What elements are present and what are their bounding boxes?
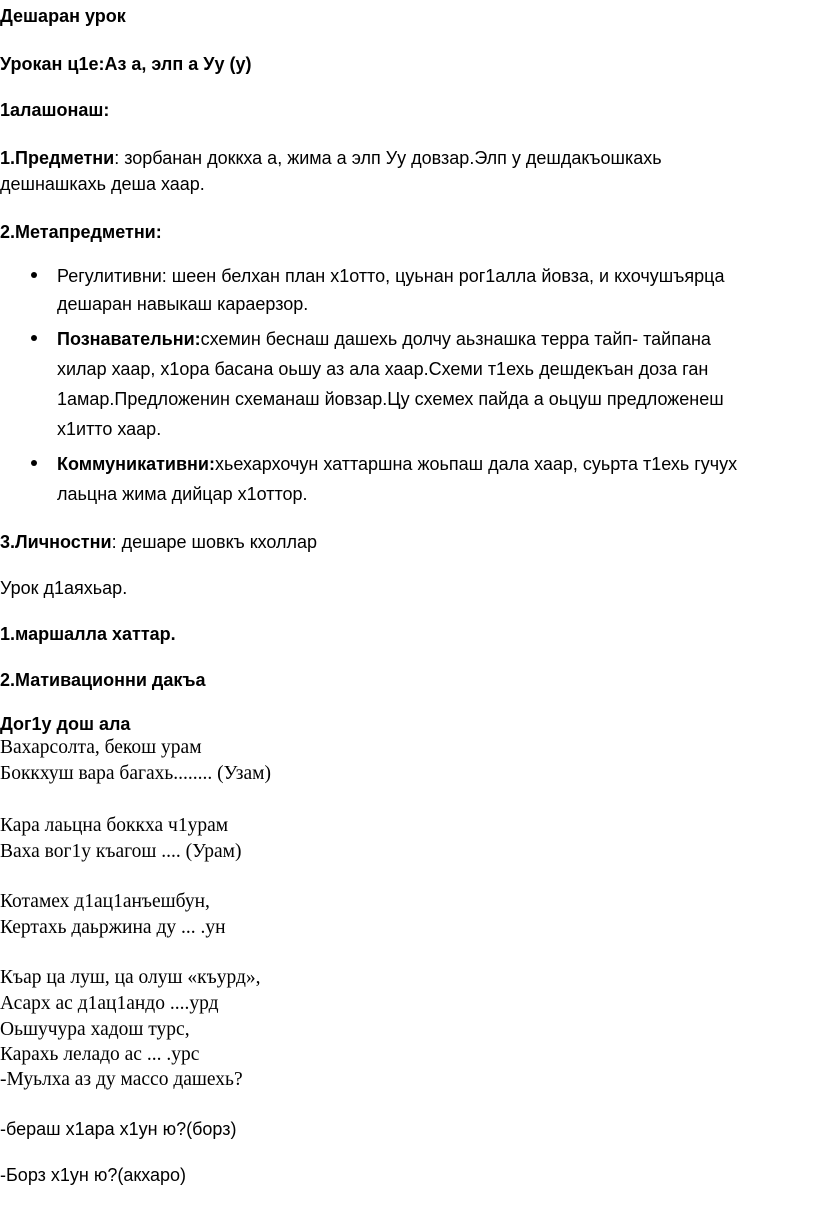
riddle-line: Ваха вог1у къагош .... (Урам)	[0, 841, 242, 862]
lesson-course: Урок д1аяхьар.	[0, 578, 128, 598]
bullet-3-line-1	[57, 452, 737, 476]
subject-goal-line-2: дешнашкахь деша хаар.	[0, 174, 205, 194]
subject-goal-line-1	[0, 146, 662, 170]
riddle-heading: Дог1у дош ала	[0, 714, 131, 734]
riddle-line: Вахарсолта, бекош урам	[0, 737, 202, 758]
bullet-2-label: Познавательни:	[57, 329, 201, 349]
bullet-3-text-1: хьехархочун хаттаршна жоьпаш дала хаар, суьрта т1ехь гучух	[214, 454, 738, 474]
riddle-line: Асарх ас д1ац1андо ....урд	[0, 993, 219, 1014]
bullet-3-line-2: лаьцна жима дийцар х1оттор.	[57, 484, 308, 504]
bullet-dot-icon	[31, 272, 37, 278]
bullet-2-line-4: х1итто хаар.	[57, 419, 162, 439]
riddle-line: Къар ца луш, ца олуш «къурд»,	[0, 967, 261, 988]
riddle-line: Оьшучура хадош турс,	[0, 1019, 190, 1040]
bullet-1-line-2: дешаран навыкаш караерзор.	[57, 294, 309, 314]
tasks-heading: 1алашонаш:	[0, 100, 110, 120]
riddle-question: -Муьлха аз ду массо дашехь?	[0, 1069, 243, 1090]
question-1: -бераш х1ара х1ун ю?(борз)	[0, 1119, 237, 1139]
document-title: Дешаран урок	[0, 6, 126, 26]
step-2: 2.Мативационни дакъа	[0, 670, 206, 690]
bullet-dot-icon	[31, 335, 37, 341]
bullet-2-line-3: 1амар.Предложенин схеманаш йовзар.Цу схемех пайда а оьцуш предложенеш	[57, 389, 724, 409]
riddle-line: Боккхуш вара багахь........ (Узам)	[0, 763, 271, 784]
lesson-goal: Урокан ц1е:Аз а, элп а Уу (у)	[0, 54, 252, 74]
subject-goal-text-1: : зорбанан доккха а, жима а элп Уу довзар.Элп у дешдакъошкахь	[114, 148, 662, 168]
personal-goal-label: 3.Личностни	[0, 532, 112, 552]
bullet-2-text-1: схемин беснаш дашехь долчу аьзнашка терра тайп- тайпана	[200, 329, 711, 349]
meta-heading: 2.Метапредметни:	[0, 222, 162, 242]
bullet-dot-icon	[31, 460, 37, 466]
riddle-line: Кара лаьцна боккха ч1урам	[0, 815, 229, 836]
bullet-2-line-2: хилар хаар, х1ора басана оьшу аз ала хаар.Схеми т1ехь дешдекъан доза ган	[57, 359, 709, 379]
bullet-2-line-1	[57, 327, 711, 351]
bullet-3-label: Коммуникативни:	[57, 454, 215, 474]
step-1: 1.маршалла хаттар.	[0, 624, 176, 644]
riddle-line: Кертахь даьржина ду ... .ун	[0, 917, 226, 938]
subject-goal-label: 1.Предметни	[0, 148, 115, 168]
riddle-line: Котамех д1ац1анъешбун,	[0, 891, 210, 912]
riddle-line: Карахь леладо ас ... .урс	[0, 1044, 200, 1065]
personal-goal	[0, 530, 317, 554]
question-2: -Борз х1ун ю?(акхаро)	[0, 1165, 187, 1185]
bullet-1-line-1: Регулитивни: шеен белхан план х1отто, цуьнан рог1алла йовза, и кхочушъярца	[57, 266, 725, 286]
personal-goal-text: : дешаре шовкъ кхоллар	[111, 532, 318, 552]
